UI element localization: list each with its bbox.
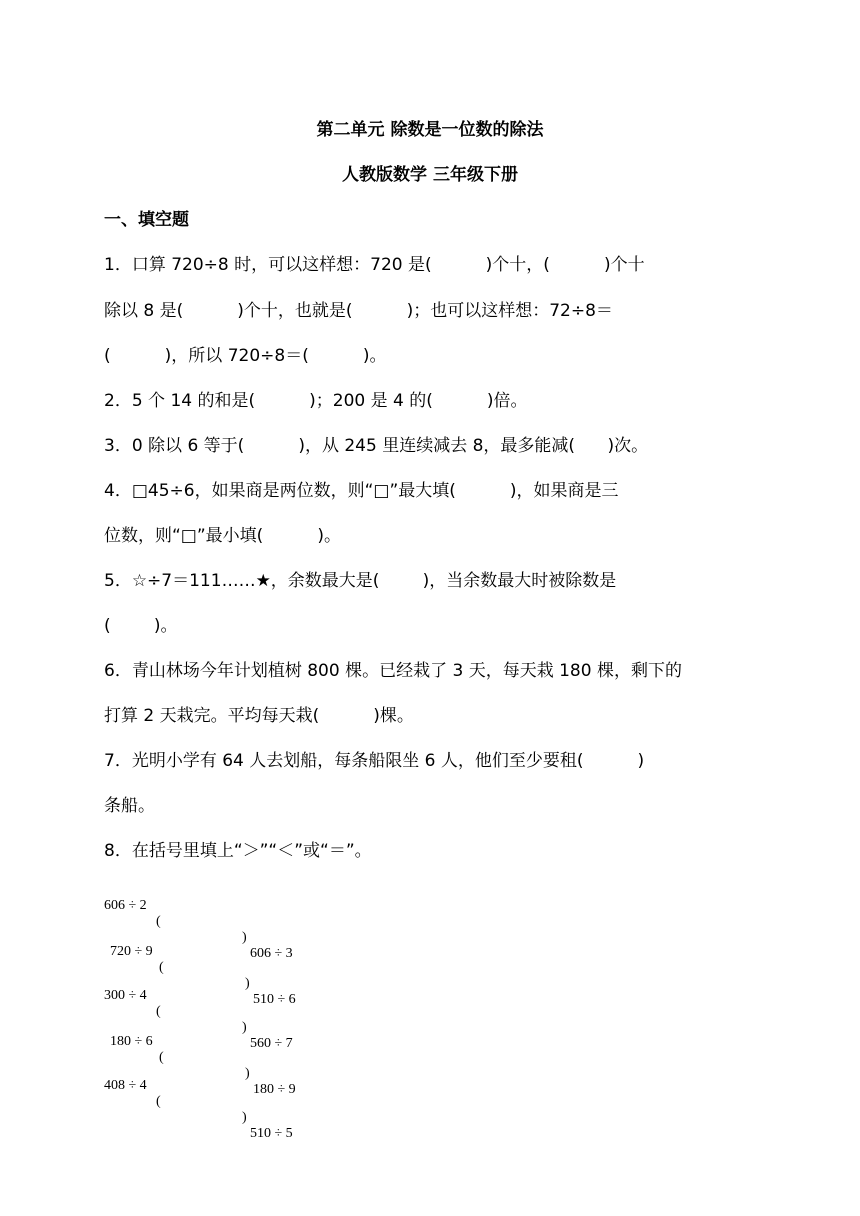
question-4-line-2: 位数，则“□”最小填( )。	[104, 526, 341, 546]
question-7-line-1: 7．光明小学有 64 人去划船，每条船限坐 6 人，他们至少要租( )	[104, 751, 645, 771]
comparison-left-expression: 720 ÷ 9	[110, 944, 153, 959]
comparison-right-expression: 510 ÷ 5	[250, 1126, 293, 1141]
comparison-right-expression: 606 ÷ 3	[250, 946, 293, 961]
comparison-left-expression: 606 ÷ 2	[104, 898, 147, 913]
comparison-close-bracket: )	[245, 976, 250, 991]
comparison-right-expression: 510 ÷ 6	[253, 992, 296, 1007]
comparison-close-bracket: )	[242, 1020, 247, 1035]
comparison-open-bracket: (	[156, 1094, 161, 1109]
comparison-left-expression: 300 ÷ 4	[104, 988, 147, 1003]
comparison-left-expression: 180 ÷ 6	[110, 1034, 153, 1049]
worksheet-subtitle: 人教版数学 三年级下册	[342, 165, 518, 185]
question-8: 8．在括号里填上“＞”“＜”或“＝”。	[104, 841, 372, 861]
question-5-line-2: ( )。	[104, 616, 178, 636]
worksheet-title: 第二单元 除数是一位数的除法	[316, 120, 544, 140]
comparison-left-expression: 408 ÷ 4	[104, 1078, 147, 1093]
comparison-open-bracket: (	[159, 1050, 164, 1065]
question-1-line-3: ( )，所以 720÷8＝( )。	[104, 346, 387, 366]
section-heading-fill-blank: 一、填空题	[104, 210, 189, 230]
comparison-open-bracket: (	[156, 914, 161, 929]
question-3: 3．0 除以 6 等于( )，从 245 里连续减去 8，最多能减( )次。	[104, 436, 649, 456]
question-1-line-2: 除以 8 是( )个十，也就是( )；也可以这样想：72÷8＝	[104, 301, 613, 321]
comparison-close-bracket: )	[245, 1066, 250, 1081]
comparison-right-expression: 560 ÷ 7	[250, 1036, 293, 1051]
comparison-close-bracket: )	[242, 1110, 247, 1125]
question-6-line-2: 打算 2 天栽完。平均每天栽( )棵。	[104, 706, 414, 726]
question-1-line-1: 1．口算 720÷8 时，可以这样想：720 是( )个十，( )个十	[104, 255, 645, 275]
comparison-close-bracket: )	[242, 930, 247, 945]
question-5-line-1: 5．☆÷7＝111……★，余数最大是( )，当余数最大时被除数是	[104, 571, 617, 591]
comparison-open-bracket: (	[159, 960, 164, 975]
question-4-line-1: 4．□45÷6，如果商是两位数，则“□”最大填( )，如果商是三	[104, 481, 619, 501]
question-2: 2．5 个 14 的和是( )；200 是 4 的( )倍。	[104, 391, 528, 411]
question-7-line-2: 条船。	[104, 796, 155, 816]
question-6-line-1: 6．青山林场今年计划植树 800 棵。已经栽了 3 天，每天栽 180 棵，剩下的	[104, 661, 682, 681]
comparison-right-expression: 180 ÷ 9	[253, 1082, 296, 1097]
comparison-open-bracket: (	[156, 1004, 161, 1019]
